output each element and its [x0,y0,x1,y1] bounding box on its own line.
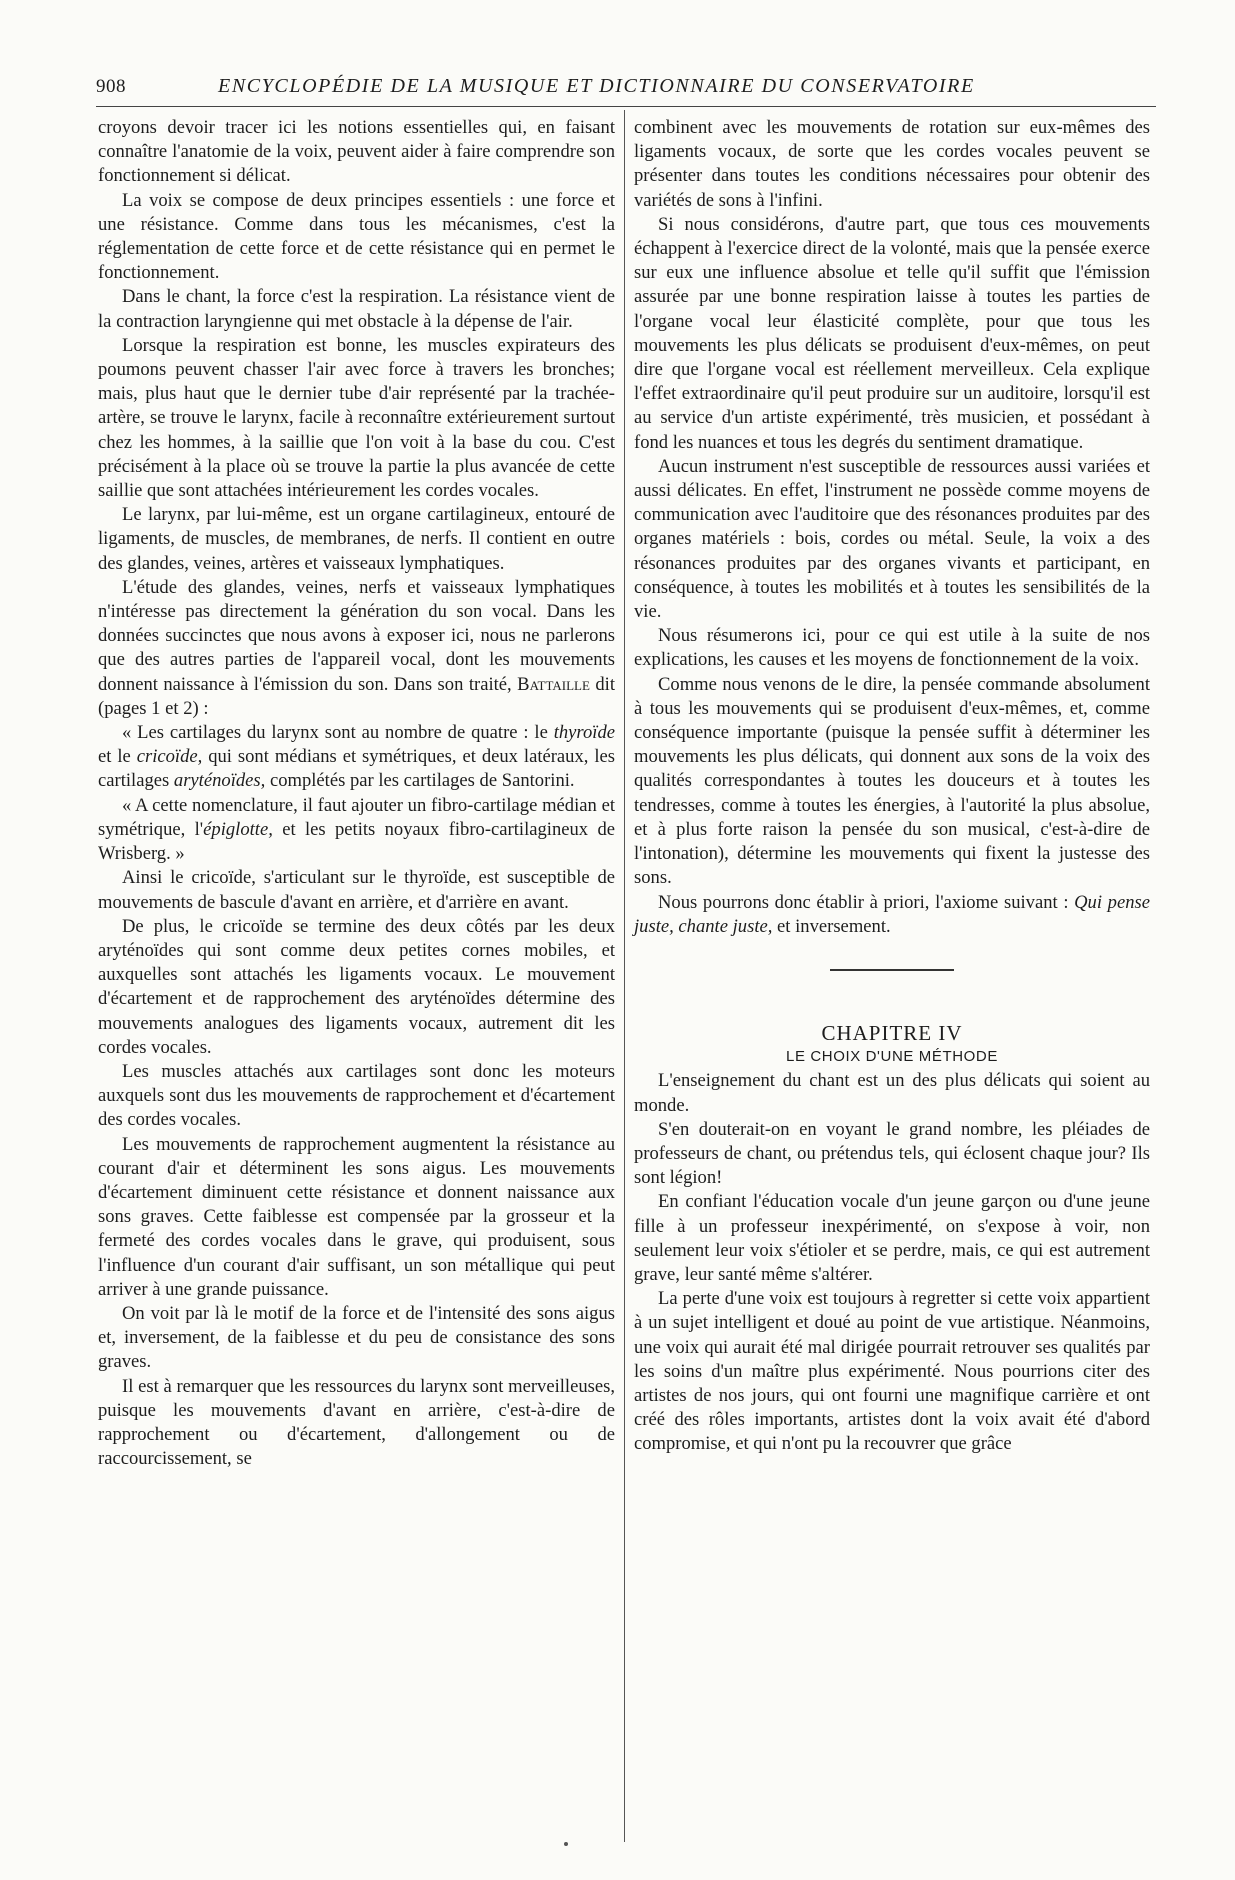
italic-term: thyroïde [553,722,615,744]
paragraph: La perte d'une voix est toujours à regretter si cette voix appartient à un sujet intelligent et doué au point de vue artistique. Néanmoins, une voix qui aurait été mal dirigée pourrait retrouver ses qualités par les soins d'un maître plus expérimenté. Nous pourrions citer des artistes de nos jours, qui ont fourni une magnifique carrière et ont créé des rôles importants, artistes dont la voix avait été d'abord compromise, et qui n'ont pu la recouvrer que grâce [634,1288,1150,1455]
italic-term: épiglotte, [203,818,273,840]
paragraph: Le larynx, par lui-même, est un organe cartilagineux, entouré de ligaments, de muscles, de membranes, de nerfs. Il contient en outre des glandes, veines, artères et vaisseaux lymphatiques. [98,504,615,574]
page-footer-mark [564,1842,568,1846]
paragraph: On voit par là le motif de la force et de l'intensité des sons aigus et, inversement, de la faiblesse et du peu de consistance des sons graves. [98,1302,615,1373]
text-run: Nous pourrons donc établir à priori, l'axiome suivant : [658,891,1075,913]
left-column [98,116,615,1471]
right-column [634,116,1150,1457]
paragraph: De plus, le cricoïde se termine des deux côtés par les deux aryténoïdes qui sont comme deux petites cornes mobiles, et auxquelles sont attachés les ligaments vocaux. Le mouvement d'écartement et de rapprochement des aryténoïdes détermine des mouvements analogues des ligaments vocaux, autrement dit les cordes vocales. [98,915,615,1058]
paragraph: Aucun instrument n'est susceptible de ressources aussi variées et aussi délicates. En effet, l'instrument ne possède comme moyens de communication avec l'auditoire que des résonances produites par des organes matériels : bois, cordes ou métal. Seule, la voix a des résonances produites par des organes vivants et participant, en conséquence, à toutes les mobilités et à toutes les sensibilités de la vie. [634,455,1150,623]
paragraph: combinent avec les mouvements de rotation sur eux-mêmes des ligaments vocaux, de sorte que les cordes vocales peuvent se présenter dans toutes les conditions nécessaires pour obtenir des variétés de sons à l'infini. [634,117,1150,211]
text-run: dit (pages 1 et 2) : [98,673,615,719]
paragraph: Il est à remarquer que les ressources du larynx sont merveilleuses, puisque les mouvements d'avant en arrière, c'est-à-dire de rapprochement ou d'écartement, d'allongement ou de raccourcissement, se [98,1375,615,1470]
italic-term: aryténoïdes, [173,770,266,792]
paragraph: Ainsi le cricoïde, s'articulant sur le thyroïde, est susceptible de mouvements de bascule d'avant en arrière, et d'arrière en avant. [98,867,615,913]
paragraph: Lorsque la respiration est bonne, les muscles expirateurs des poumons peuvent chasser l'air avec force à travers les bronches; mais, plus haut que le dernier tube d'air représenté par la trachée-artère, se trouve le larynx, facile à reconnaître extérieurement surtout chez les hommes, à la saillie que l'on voit à la base du cou. C'est précisément à la place où se trouve la partie la plus avancée de cette saillie que sont attachées intérieurement les cordes vocales. [98,334,615,502]
text-run: qui sont médians et symétriques, et deux latéraux, les cartilages [98,746,616,792]
section-separator-rule [830,969,954,971]
text-run: et les petits noyaux fibro-cartilagineux de Wrisberg. » [98,818,615,865]
quotation-paragraph [98,794,615,867]
header-rule [96,106,1156,107]
text-run: « A cette nomenclature, il faut ajouter un fibro-cartilage médian et symétrique, l' [98,794,615,840]
paragraph [634,891,1150,939]
running-title: ENCYCLOPÉDIE DE LA MUSIQUE ET DICTIONNAIRE DU CONSERVATOIRE [218,75,975,97]
paragraph: La voix se compose de deux principes essentiels : une force et une résistance. Comme dans tous les mécanismes, c'est la réglementation de cette force et de cette résistance qui en permet le fonctionnement. [98,189,615,284]
text-run: complétés par les cartilages de Santorini. [265,770,575,792]
chapter-subtitle: LE CHOIX D'UNE MÉTHODE [786,1048,998,1066]
text-run: et le [98,746,137,768]
paragraph: S'en douterait-on en voyant le grand nombre, les pléiades de professeurs de chant, ou prétendus tels, qui éclosent chaque jour? Ils sont légion! [634,1118,1150,1189]
paragraph: Comme nous venons de le dire, la pensée commande absolument à tous les mouvements qui se produisent d'eux-mêmes, et, comme conséquence importante (puisque la pensée suffit à déterminer les mouvements les plus délicats, qui donnent aux sons de la voix des qualités correspondantes à toutes les douceurs et à toutes les tendresses, comme à toutes les énergies, à l'autorité la plus absolue, et à plus forte raison la pensée du son musical, c'est-à-dire de l'intonation), détermine les mouvements qui fixent la justesse des sons. [634,673,1150,889]
paragraph: croyons devoir tracer ici les notions essentielles qui, en faisant connaître l'anatomie de la voix, peuvent aider à faire comprendre son fonctionnement si délicat. [98,117,615,187]
text-run: « Les cartilages du larynx sont au nombre de quatre : le [122,722,554,744]
page-number: 908 [96,76,126,97]
column-divider [624,110,625,1842]
paragraph: En confiant l'éducation vocale d'un jeune garçon ou d'une jeune fille à un professeur inexpérimenté, on s'expose à voir, non seulement leur voix s'étioler et se perdre, mais, ce qui est autrement grave, leur santé même s'altérer. [634,1191,1150,1285]
paragraph: L'enseignement du chant est un des plus délicats qui soient au monde. [634,1070,1150,1116]
paragraph: Dans le chant, la force c'est la respiration. La résistance vient de la contraction laryngienne qui met obstacle à la dépense de l'air. [98,286,615,332]
italic-term: cricoïde, [136,746,203,768]
page-header [96,76,1156,102]
quotation-paragraph [98,721,615,794]
paragraph: Nous résumerons ici, pour ce qui est utile à la suite de nos explications, les causes et les moyens de fonctionnement de la voix. [634,625,1150,671]
italic-axiom: Qui pense juste, chante juste, [634,891,1150,937]
paragraph: Si nous considérons, d'autre part, que tous ces mouvements échappent à l'exercice direct de la volonté, mais que la pensée exerce sur eux une influence absolue et telle qu'il suffit que l'émission assurée par une bonne respiration laisse à toutes les parties de l'organe vocal leur élasticité complète, pour que tous les mouvements les plus délicats se produisent d'eux-mêmes, on peut dire que l'organe vocal est réellement merveilleux. Cela explique l'effet extraordinaire qu'il peut produire sur un auditoire, lorsqu'il est au service d'un artiste expérimenté, très musicien, et possédant à fond les nuances et tous les degrés du sentiment dramatique. [634,213,1150,453]
paragraph [98,576,615,721]
text-run: et inversement. [772,915,891,937]
paragraph: Les mouvements de rapprochement augmentent la résistance au courant d'air et déterminent les sons aigus. Les mouvements d'écartement diminuent cette résistance et donnent naissance aux sons graves. Cette faiblesse est compensée par la grosseur et la fermeté des cordes vocales dans le grave, qui produisent, sous l'influence d'un courant d'air suffisant, un son métallique qui peut arriver à une grande puissance. [98,1133,615,1300]
author-name: Battaille [517,673,590,695]
chapter-title: CHAPITRE IV [821,1020,963,1045]
paragraph: Les muscles attachés aux cartilages sont donc les moteurs auxquels sont dus les mouvements de rapprochement et d'écartement des cordes vocales. [98,1060,615,1131]
text-run: L'étude des glandes, veines, nerfs et vaisseaux lymphatiques n'intéresse pas directement la génération du son vocal. Dans les données succinctes que nous avons à exposer ici, nous ne parlerons que des autres parties de l'appareil vocal, dont les mouvements donnent naissance à l'émission du son. Dans son traité, [98,576,615,695]
